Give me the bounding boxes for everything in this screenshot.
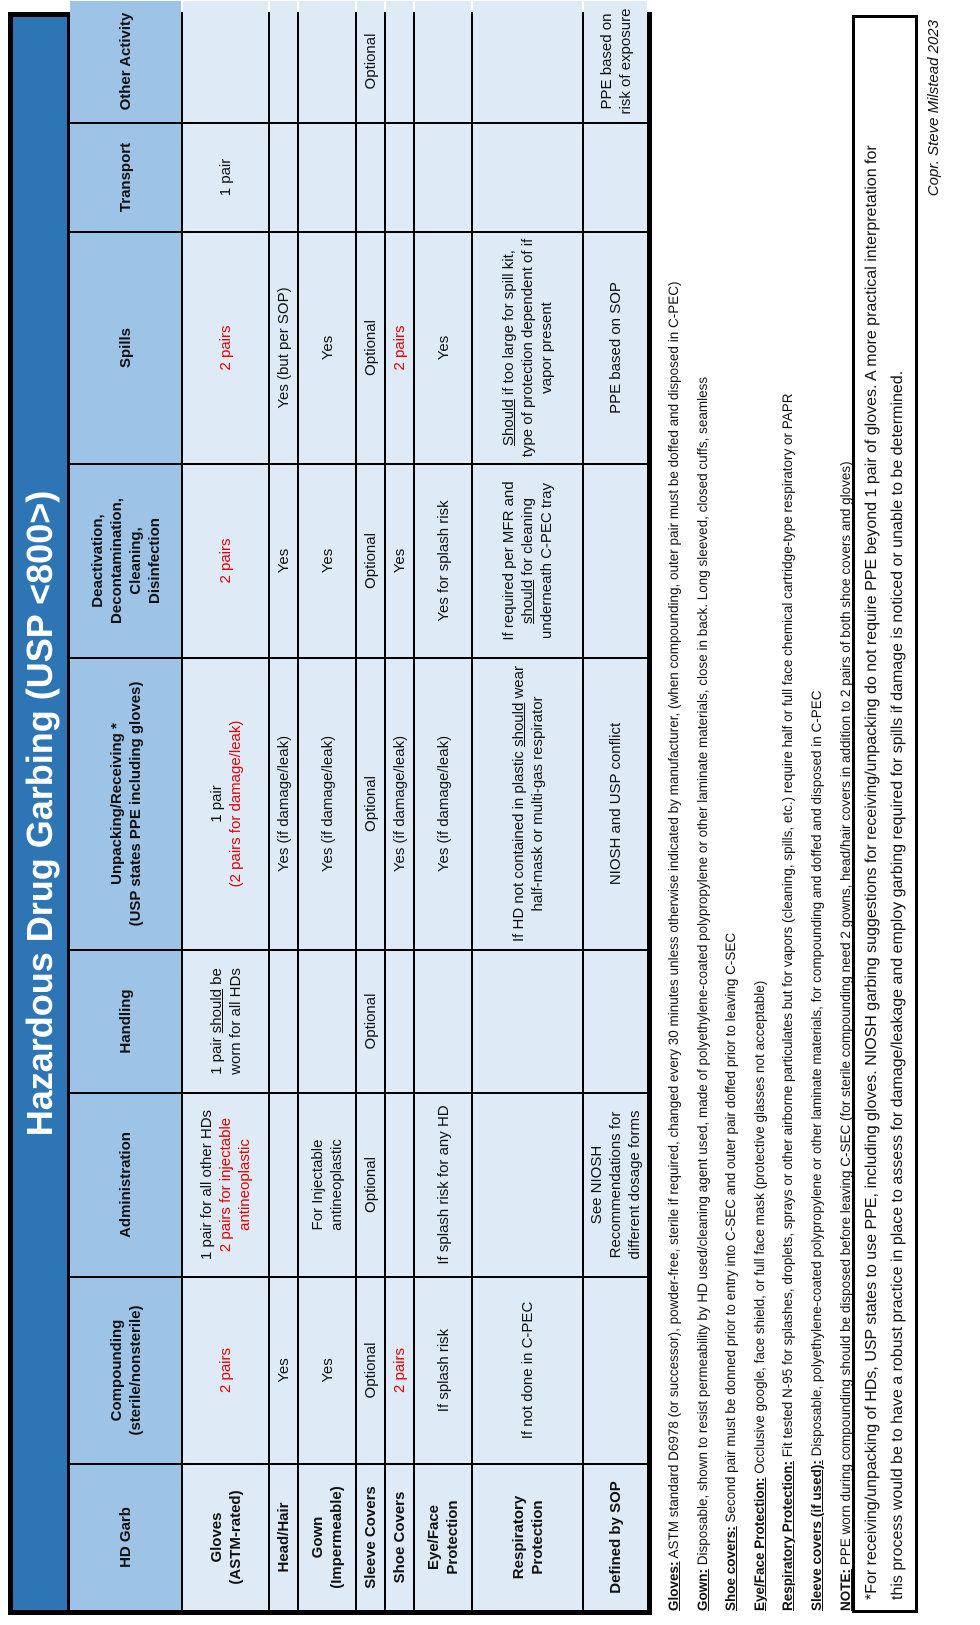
row-label-gown [299, 1465, 355, 1610]
cell-text: 1 pair for all other HDs [198, 1109, 215, 1261]
note-sleeve-covers [803, 11, 832, 1611]
cell-head-administration [270, 1094, 297, 1276]
cell-head-transport [270, 124, 297, 231]
cell-text-underlined: Should [500, 399, 517, 446]
cell-shoe-transport [386, 124, 413, 231]
cell-gloves-spills: 2 pairs [183, 233, 268, 463]
row-label-head-hair: Head/Hair [270, 1465, 297, 1610]
cell-head-unpacking: Yes (if damage/leak) [270, 659, 297, 949]
row-label-shoe-covers: Shoe Covers [386, 1465, 413, 1610]
row-label-text: (Impermeable) [328, 1486, 345, 1589]
cell-text-emphasis: 2 pairs for injectable antineoplastic [217, 1117, 253, 1253]
cell-eye-other [415, 1, 471, 122]
cell-gloves-other [183, 1, 268, 122]
note-eye-face [746, 11, 775, 1611]
header-text: (sterile/nonsterile) [126, 1305, 144, 1436]
row-label-text: (ASTM-rated) [226, 1490, 244, 1585]
cell-sleeve-handling: Optional [357, 951, 384, 1092]
row-label-gloves [183, 1465, 268, 1610]
note-gown [689, 11, 718, 1611]
cell-shoe-spills: 2 pairs [386, 233, 413, 463]
header-text: Deactivation, [88, 514, 106, 608]
footnote-line-1: *For receiving/unpacking of HDs, USP states to use PPE, including gloves. NIOSH garbing suggestions for receiving/unpacking do not require PPE beyond 1 pair of gloves. A more practical interpretation for [863, 145, 880, 1600]
cell-eye-deactivation: Yes for splash risk [415, 465, 471, 657]
cell-resp-administration [473, 1094, 582, 1276]
definitions-notes [660, 11, 860, 1611]
cell-text: wear half-mask or multi-gas respirator [509, 666, 546, 912]
cell-sleeve-administration: Optional [357, 1094, 384, 1276]
cell-eye-transport [415, 124, 471, 231]
cell-sop-transport [584, 124, 647, 231]
note-text: PPE worn during compounding should be disposed before leaving C-SEC (for sterile compounding need 2 gowns, head/hair covers in addition to 2 pairs of both shoe covers and gloves) [837, 461, 853, 1569]
cell-gloves-administration [183, 1094, 268, 1276]
header-text: Unpacking/Receiving * [107, 723, 125, 885]
row-label-text: Protection [528, 1500, 546, 1575]
header-hd-garb: HD Garb [70, 1465, 181, 1610]
cell-eye-unpacking: Yes (if damage/leak) [415, 659, 471, 949]
note-text: Disposable, polyethylene-coated polypropylene or other laminate materials, for compounding and doffed and disposed in C-PEC [808, 690, 824, 1461]
cell-text-underlined: should [207, 988, 225, 1034]
cell-shoe-deactivation: Yes [386, 465, 413, 657]
cell-text: be worn for all HDs [207, 968, 244, 1075]
cell-shoe-administration [386, 1094, 413, 1276]
note-text: Occlusive google, face shield, or full face mask (protective glasses not acceptable) [751, 980, 767, 1478]
header-handling: Handling [70, 951, 181, 1092]
cell-head-handling [270, 951, 297, 1092]
note-label: NOTE: [837, 1569, 853, 1611]
header-deactivation [70, 465, 181, 657]
table-title: Hazardous Drug Garbing (USP <800>) [13, 17, 70, 1610]
note-shoe-covers [717, 11, 746, 1611]
row-label-text: Eye/Face [425, 1504, 442, 1571]
cell-shoe-handling [386, 951, 413, 1092]
cell-eye-spills: Yes [415, 233, 471, 463]
cell-gown-other [299, 1, 355, 122]
cell-resp-deactivation [473, 465, 582, 657]
note-text: Second pair must be donned prior to entry into C-SEC and outer pair doffed prior to leaving C-SEC [723, 932, 739, 1527]
cell-text: 1 pair [207, 1033, 225, 1075]
row-label-sleeve-covers: Sleeve Covers [357, 1465, 384, 1610]
cell-resp-compounding: If not done in C-PEC [473, 1278, 582, 1463]
footnote-box [852, 15, 918, 1613]
cell-sleeve-compounding: Optional [357, 1278, 384, 1463]
header-text: Compounding [107, 1319, 125, 1422]
cell-sleeve-unpacking: Optional [357, 659, 384, 949]
table-grid [70, 8, 647, 1610]
cell-head-spills: Yes (but per SOP) [270, 233, 297, 463]
cell-gown-spills: Yes [299, 233, 355, 463]
row-label-defined-by-sop: Defined by SOP [584, 1465, 647, 1610]
note-label: Shoe covers: [723, 1526, 739, 1611]
note-label: Sleeve covers (if used): [808, 1460, 824, 1611]
header-unpacking [70, 659, 181, 949]
cell-text: If HD not contained in plastic [509, 746, 527, 942]
cell-eye-handling [415, 951, 471, 1092]
cell-head-deactivation: Yes [270, 465, 297, 657]
header-spills: Spills [70, 233, 181, 463]
note-label: Eye/Face Protection: [751, 1477, 767, 1611]
cell-gown-administration: For Injectable antineoplastic [299, 1094, 355, 1276]
row-label-eye-face [415, 1465, 471, 1610]
row-label-text: Protection [444, 1500, 461, 1575]
note-text: Disposable, shown to resist permeability by HD used/cleaning agent used, made of polyethylene-coated polypropylene or other laminate materials, close in back. Long sleeved, closed cuffs, seamless [694, 376, 710, 1569]
cell-gown-deactivation: Yes [299, 465, 355, 657]
cell-sop-compounding [584, 1278, 647, 1463]
header-administration: Administration [70, 1094, 181, 1276]
cell-text: 1 pair [207, 785, 225, 823]
note-label: Respiratory Protection: [780, 1460, 796, 1611]
cell-sop-spills: PPE based on SOP [584, 233, 647, 463]
cell-gloves-deactivation: 2 pairs [183, 465, 268, 657]
note-text: ASTM standard D6978 (or successor), powder-free, sterile if required, changed every 30 minutes unless otherwise indicated by manufacturer, (when compounding, outer pair must be doffed and disposed in C-PEC) [666, 281, 681, 1562]
note-label: Gown: [694, 1569, 710, 1611]
cell-gown-transport [299, 124, 355, 231]
copyright: Copr. Steve Milstead 2023 [925, 20, 942, 197]
cell-sop-deactivation [584, 465, 647, 657]
cell-gloves-transport: 1 pair [183, 124, 268, 231]
cell-resp-transport [473, 124, 582, 231]
row-label-text: Respiratory [509, 1495, 527, 1580]
header-text: Cleaning, [126, 527, 144, 595]
cell-gloves-unpacking [183, 659, 268, 949]
footnote-line-2: this process would be to have a robust practice in place to assess for damage/leakage and employ garbing required for spills if damage is noticed or unable to be determined. [889, 370, 906, 1600]
cell-sop-administration: See NIOSH Recommendations for different dosage forms [584, 1094, 647, 1276]
row-label-respiratory [473, 1465, 582, 1610]
note-gloves [660, 11, 689, 1611]
cell-shoe-compounding: 2 pairs [386, 1278, 413, 1463]
cell-text: if too large for spill kit, type of protection dependent of if vapor present [500, 238, 555, 458]
cell-gloves-handling [183, 951, 268, 1092]
header-text: Decontamination, [107, 498, 125, 624]
row-label-text: Gown [309, 1516, 326, 1559]
header-text: Disinfection [145, 518, 163, 604]
cell-gown-compounding: Yes [299, 1278, 355, 1463]
cell-text: If required per MFR and [500, 481, 517, 641]
cell-sop-unpacking: NIOSH and USP conflict [584, 659, 647, 949]
cell-sop-handling [584, 951, 647, 1092]
cell-head-other [270, 1, 297, 122]
cell-shoe-other [386, 1, 413, 122]
cell-text-underlined: should [519, 579, 536, 624]
cell-gown-unpacking: Yes (if damage/leak) [299, 659, 355, 949]
cell-shoe-unpacking: Yes (if damage/leak) [386, 659, 413, 949]
cell-text-emphasis: (2 pairs for damage/leak) [226, 720, 244, 888]
cell-resp-unpacking [473, 659, 582, 949]
cell-sleeve-transport [357, 124, 384, 231]
header-text: (USP states PPE including gloves) [126, 681, 144, 927]
cell-resp-spills [473, 233, 582, 463]
row-label-text: Gloves [207, 1512, 225, 1563]
cell-sleeve-spills: Optional [357, 233, 384, 463]
cell-gown-handling [299, 951, 355, 1092]
note-text: Fit tested N-95 for splashes, droplets, sprays or other airborne particulates but for vapors (cleaning, spills, etc.) require half or full face chemical cartridge-type respiratory or PAPR [780, 393, 796, 1461]
cell-text: for cleaning underneath C-PEC tray [519, 483, 555, 639]
cell-sleeve-other: Optional [357, 1, 384, 122]
cell-sleeve-deactivation: Optional [357, 465, 384, 657]
cell-text-underlined: should [509, 702, 527, 747]
garbing-table [8, 8, 652, 1615]
cell-gloves-compounding: 2 pairs [183, 1278, 268, 1463]
header-transport: Transport [70, 124, 181, 231]
cell-resp-handling [473, 951, 582, 1092]
cell-sop-other: PPE based on risk of exposure [584, 1, 647, 122]
header-compounding [70, 1278, 181, 1463]
note-label: Gloves: [666, 1561, 681, 1611]
header-other: Other Activity [70, 1, 181, 122]
note-respiratory [774, 11, 803, 1611]
cell-eye-administration: If splash risk for any HD [415, 1094, 471, 1276]
cell-head-compounding: Yes [270, 1278, 297, 1463]
cell-eye-compounding: If splash risk [415, 1278, 471, 1463]
cell-resp-other [473, 1, 582, 122]
